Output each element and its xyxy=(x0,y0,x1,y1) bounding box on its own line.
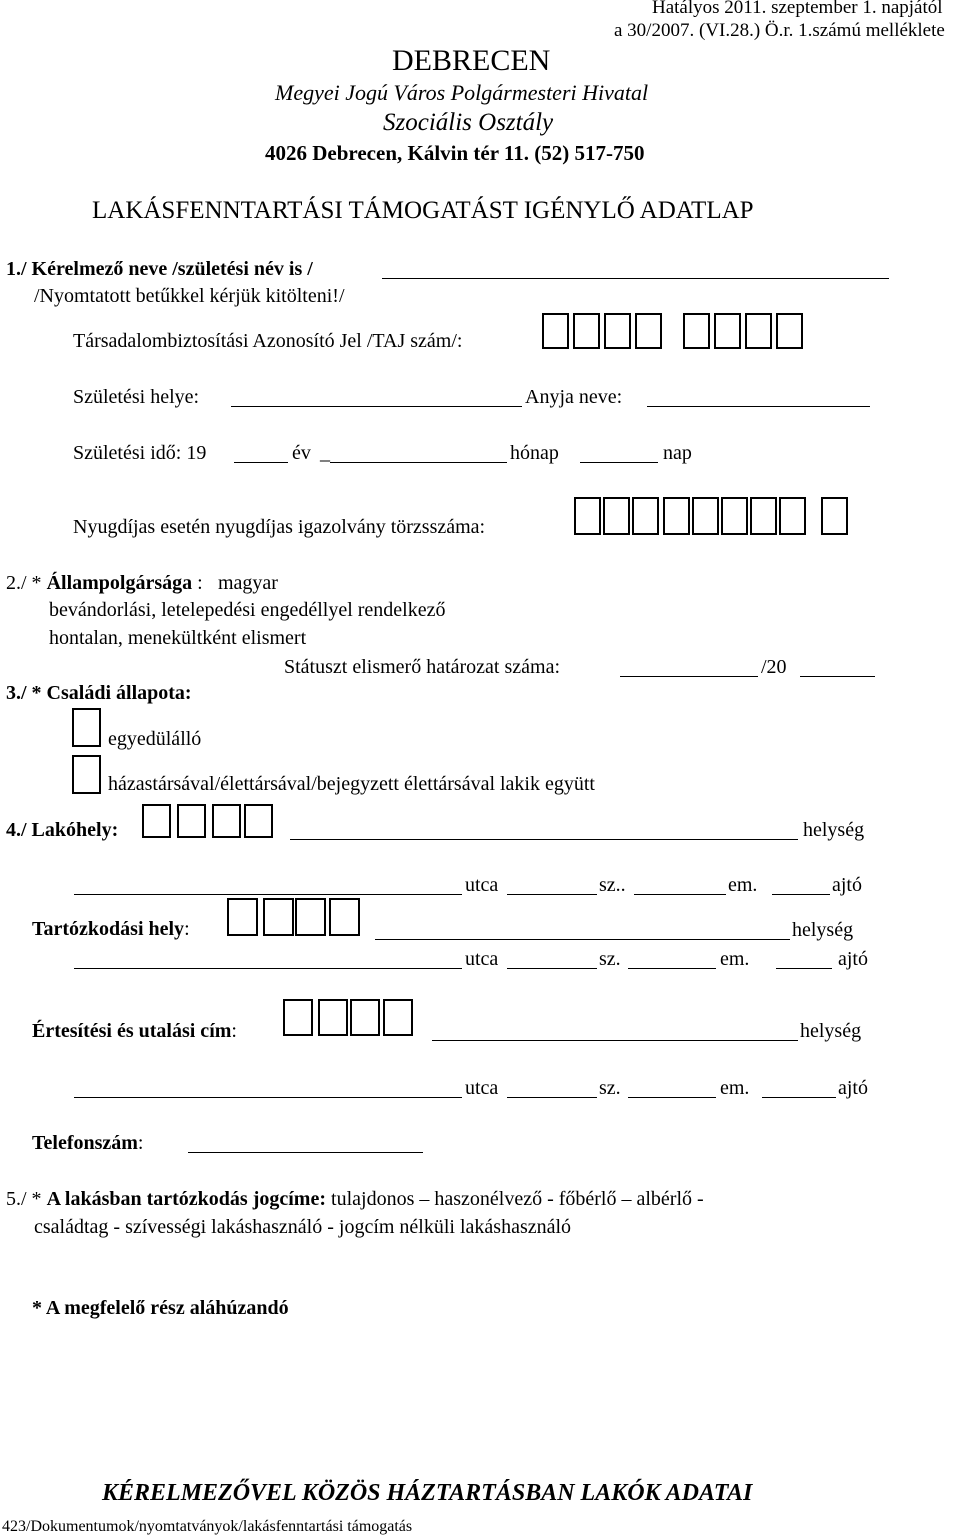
day-label: nap xyxy=(663,442,692,464)
marital-status-heading: 3./ * Családi állapota: xyxy=(6,682,192,704)
birthplace-label: Születési helye: xyxy=(73,386,200,408)
office-name: Megyei Jogú Város Polgármesteri Hivatal xyxy=(275,80,649,105)
notice-street-field[interactable] xyxy=(74,1097,462,1098)
status-decision-number-field[interactable] xyxy=(620,676,758,677)
postcode-box[interactable] xyxy=(329,898,360,936)
temp-residence-heading xyxy=(32,918,190,941)
residence-city-field[interactable] xyxy=(290,839,798,840)
applicant-name-label: 1./ Kérelmező neve /születési név is / xyxy=(6,258,313,280)
birth-year-field[interactable] xyxy=(234,462,288,463)
postcode-box[interactable] xyxy=(283,999,313,1036)
print-note: /Nyomtatott betűkkel kérjük kitölteni!/ xyxy=(34,285,345,307)
mother-name-label: Anyja neve: xyxy=(525,386,623,408)
footnote: * A megfelelő rész aláhúzandó xyxy=(32,1297,289,1319)
temp-residence-colon: : xyxy=(184,918,190,940)
notice-address-heading xyxy=(32,1020,237,1043)
citizenship-option-hungarian[interactable]: magyar xyxy=(218,572,278,594)
office-address: 4026 Debrecen, Kálvin tér 11. (52) 517-750 xyxy=(265,141,645,165)
taj-box[interactable] xyxy=(776,313,803,349)
birthplace-field[interactable] xyxy=(231,406,522,407)
effective-date-line: Hatályos 2011. szeptember 1. napjától xyxy=(652,0,943,18)
temp-door-field[interactable] xyxy=(776,968,832,969)
postcode-box[interactable] xyxy=(295,898,326,936)
taj-label: Társadalombiztosítási Azonosító Jel /TAJ szám/: xyxy=(73,330,463,352)
pension-id-box[interactable] xyxy=(721,497,748,535)
tenure-options-line1[interactable]: tulajdonos – haszonélvező - főbérlő – albérlő - xyxy=(326,1188,704,1210)
taj-box[interactable] xyxy=(683,313,710,349)
pension-id-label: Nyugdíjas esetén nyugdíjas igazolvány törzsszáma: xyxy=(73,516,486,538)
pension-id-box[interactable] xyxy=(750,497,777,535)
residence-number-label: sz.. xyxy=(599,874,626,896)
temp-number-label: sz. xyxy=(599,948,621,970)
phone-heading xyxy=(32,1132,143,1155)
pension-id-box[interactable] xyxy=(603,497,630,535)
taj-box[interactable] xyxy=(604,313,631,349)
residence-floor-field[interactable] xyxy=(634,894,726,895)
mother-name-field[interactable] xyxy=(647,406,870,407)
living-with-partner-label: házastársával/élettársával/bejegyzett élettársával lakik együtt xyxy=(108,773,595,795)
tenure-prefix: 5./ * xyxy=(6,1188,47,1210)
notice-floor-field[interactable] xyxy=(628,1097,716,1098)
notice-city-label: helység xyxy=(800,1020,862,1042)
tenure-options-line2[interactable]: családtag - szívességi lakáshasználó - jogcím nélküli lakáshasználó xyxy=(34,1216,572,1238)
pension-id-box[interactable] xyxy=(663,497,690,535)
birthdate-label: Születési idő: 19 xyxy=(73,442,207,464)
temp-number-field[interactable] xyxy=(507,968,597,969)
footer-document-path: 423/Dokumentumok/nyomtatványok/lakásfenntartási támogatás xyxy=(2,1518,413,1535)
notice-street-label: utca xyxy=(465,1077,499,1099)
citizenship-heading xyxy=(6,572,203,595)
postcode-box[interactable] xyxy=(212,804,241,838)
residence-door-label: ajtó xyxy=(832,874,862,896)
tenure-heading xyxy=(6,1188,704,1211)
birth-day-field[interactable] xyxy=(580,462,658,463)
taj-box[interactable] xyxy=(573,313,600,349)
regulation-reference: a 30/2007. (VI.28.) Ö.r. 1.számú melléklete xyxy=(614,20,945,41)
postcode-box[interactable] xyxy=(227,898,258,936)
postcode-box[interactable] xyxy=(142,804,171,838)
notice-city-field[interactable] xyxy=(432,1040,798,1041)
status-decision-label: Státuszt elismerő határozat száma: xyxy=(284,656,561,678)
citizenship-colon: : xyxy=(192,572,203,594)
citizenship-option-refugee[interactable]: hontalan, menekültként elismert xyxy=(49,627,307,649)
notice-number-field[interactable] xyxy=(507,1097,597,1098)
postcode-box[interactable] xyxy=(350,999,380,1036)
temp-city-field[interactable] xyxy=(375,939,790,940)
residence-street-label: utca xyxy=(465,874,499,896)
citizenship-option-settled[interactable]: bevándorlási, letelepedési engedéllyel rendelkező xyxy=(49,599,446,621)
pension-id-box[interactable] xyxy=(574,497,601,535)
tenure-title: A lakásban tartózkodás jogcíme: xyxy=(46,1188,327,1210)
postcode-box[interactable] xyxy=(263,898,294,936)
residence-door-field[interactable] xyxy=(772,894,830,895)
living-with-partner-checkbox[interactable] xyxy=(72,755,101,794)
pension-id-box[interactable] xyxy=(632,497,659,535)
taj-box[interactable] xyxy=(635,313,662,349)
department-name: Szociális Osztály xyxy=(383,109,554,136)
notice-number-label: sz. xyxy=(599,1077,621,1099)
phone-colon: : xyxy=(137,1132,144,1154)
postcode-box[interactable] xyxy=(244,804,273,838)
birth-month-field[interactable] xyxy=(330,462,507,463)
temp-street-field[interactable] xyxy=(74,968,462,969)
status-decision-year-prefix: /20 xyxy=(761,656,787,678)
month-label: hónap xyxy=(510,442,559,464)
notice-door-label: ajtó xyxy=(838,1077,868,1099)
residence-number-field[interactable] xyxy=(507,894,597,895)
single-label: egyedülálló xyxy=(108,728,202,750)
status-decision-year-field[interactable] xyxy=(800,676,875,677)
taj-box[interactable] xyxy=(542,313,569,349)
residence-city-label: helység xyxy=(803,819,865,841)
pension-id-box[interactable] xyxy=(692,497,719,535)
citizenship-prefix: 2./ * xyxy=(6,572,47,594)
postcode-box[interactable] xyxy=(318,999,348,1036)
year-label: év xyxy=(292,442,311,464)
citizenship-title: Állampolgársága xyxy=(46,572,193,594)
residence-floor-label: em. xyxy=(728,874,758,896)
applicant-name-field[interactable] xyxy=(382,278,889,279)
single-checkbox[interactable] xyxy=(72,708,101,747)
form-title: LAKÁSFENNTARTÁSI TÁMOGATÁST IGÉNYLŐ ADATLAP xyxy=(92,197,754,224)
phone-label: Telefonszám xyxy=(32,1132,138,1154)
postcode-box[interactable] xyxy=(383,999,413,1036)
household-members-title: KÉRELMEZŐVEL KÖZÖS HÁZTARTÁSBAN LAKÓK ADATAI xyxy=(102,1480,753,1506)
pension-id-box[interactable] xyxy=(821,497,848,535)
phone-field[interactable] xyxy=(188,1152,423,1153)
residence-label: 4./ Lakóhely: xyxy=(6,819,119,841)
temp-door-label: ajtó xyxy=(838,948,868,970)
city-title: DEBRECEN xyxy=(392,44,551,77)
temp-floor-field[interactable] xyxy=(628,968,716,969)
notice-floor-label: em. xyxy=(720,1077,750,1099)
temp-street-label: utca xyxy=(465,948,499,970)
taj-box[interactable] xyxy=(714,313,741,349)
residence-street-field[interactable] xyxy=(74,894,462,895)
temp-residence-label: Tartózkodási hely xyxy=(32,918,185,940)
notice-address-colon: : xyxy=(231,1020,237,1042)
temp-floor-label: em. xyxy=(720,948,750,970)
temp-city-label: helység xyxy=(792,919,854,941)
notice-address-label: Értesítési és utalási cím xyxy=(32,1020,232,1042)
taj-box[interactable] xyxy=(745,313,772,349)
postcode-box[interactable] xyxy=(177,804,206,838)
notice-door-field[interactable] xyxy=(762,1097,836,1098)
pension-id-box[interactable] xyxy=(779,497,806,535)
underscore-mark: _ xyxy=(320,442,330,464)
